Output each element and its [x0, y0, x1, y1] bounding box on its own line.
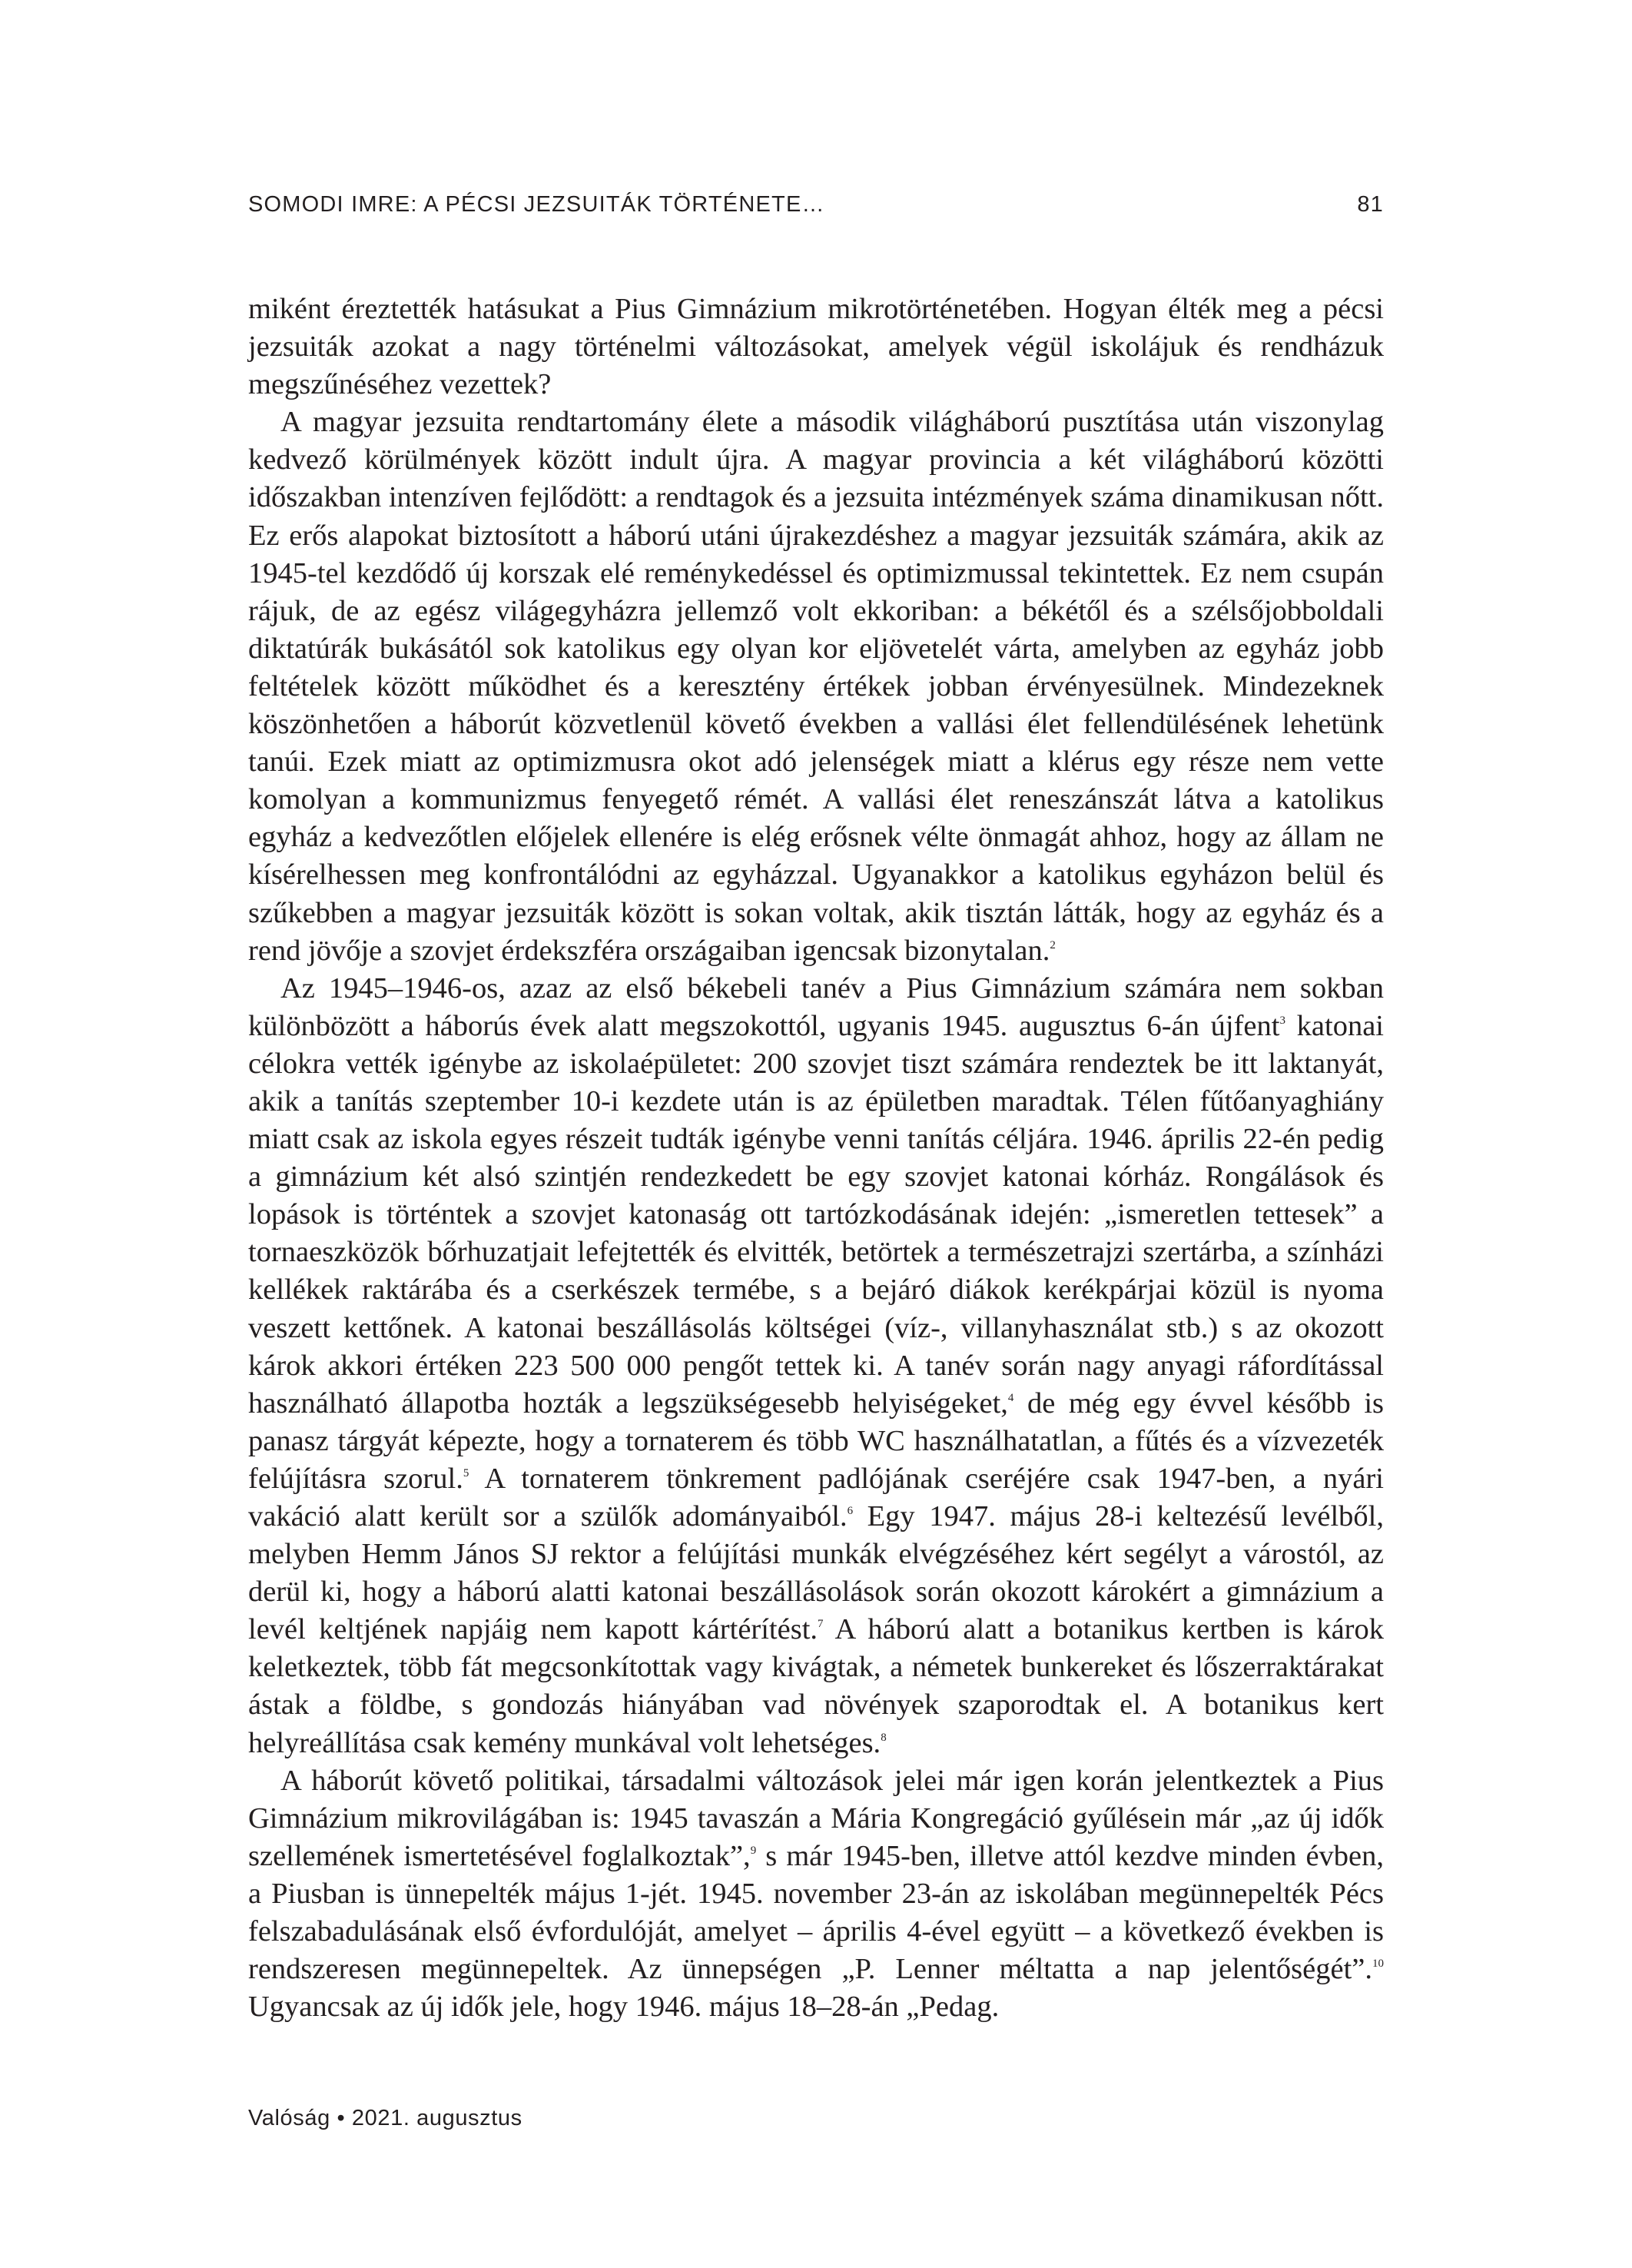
paragraph — [248, 1762, 1384, 2027]
journal-issue: Valóság • 2021. augusztus — [248, 2106, 522, 2130]
paragraph-text: A tornaterem tönkrement padlójának cseréjére csak 1947-ben, a nyári vakáció alatt került sor a szülők adományaiból. — [248, 1462, 1385, 1532]
running-title: SOMODI IMRE: A PÉCSI JEZSUITÁK TÖRTÉNETE… — [248, 192, 825, 217]
paragraph-text: A háború alatt a botanikus kertben is károk keletkeztek, több fát megcsonkítottak vagy kivágtak, a németek bunkereket és lőszerraktárakat ástak a földbe, s gondozás hiányában vad növények szaporodtak el. A botanikus kert helyreállítása csak kemény munkával volt lehetséges. — [248, 1613, 1384, 1759]
paragraph-text: Egy 1947. május 28-i keltezésű levélből, melyben Hemm János SJ rektor a felújítási munkák elvégzéséhez kért segélyt a várostól, az derül ki, hogy a háború alatti katonai beszállásolások során okozott károkért a gimnázium a levél keltjének napjáig nem kapott kártérítést. — [248, 1500, 1385, 1646]
paragraph-text: s már 1945-ben, illetve attól kezdve minden évben, a Piusban is ünnepelték május 1-jét. 1945. november 23-án az iskolában megünnepelték Pécs felszabadulásának első évfordulóját, amelyet – április 4-ével együtt – a következő években is rendszeresen megünnepeltek. Az ünnepségen „P. Lenner méltatta a nap jelentőségét”. — [248, 1839, 1384, 1986]
footnote-marker: 8 — [881, 1731, 887, 1744]
paragraph — [248, 403, 1384, 969]
running-head — [248, 192, 1384, 218]
paragraph-text: A háborút követő politikai, társadalmi változások jelei már igen korán jelentkeztek a Pius Gimnázium mikrovilágában is: 1945 tavaszán a Mária Kongregáció gyűlésein már „az új idők szellemének ismertetésével foglalkoztak”, — [248, 1764, 1384, 1872]
footnote-marker: 2 — [1050, 938, 1056, 951]
footnote-marker: 9 — [750, 1844, 757, 1857]
footnote-marker: 5 — [463, 1466, 469, 1479]
footnote-marker: 7 — [818, 1618, 824, 1631]
paragraph — [248, 291, 1384, 403]
paragraph-text: miként éreztették hatásukat a Pius Gimnázium mikrotörténetében. Hogyan élték meg a pécsi jezsuiták azokat a nagy történelmi változásokat, amelyek végül iskolájuk és rendházuk megszűnéséhez vezettek? — [248, 293, 1384, 401]
footnote-marker: 3 — [1279, 1014, 1285, 1027]
footer — [248, 2106, 522, 2131]
paragraph — [248, 970, 1384, 1762]
paragraph-text: Az 1945–1946-os, azaz az első békebeli tanév a Pius Gimnázium számára nem sokban különbözött a háborús évek alatt megszokottól, ugyanis 1945. augusztus 6-án újfent — [248, 971, 1384, 1042]
paragraph-text: A magyar jezsuita rendtartomány élete a második világháború pusztítása után viszonylag kedvező körülmények között indult újra. A magyar provincia a két világháború közötti időszakban intenzíven fejlődött: a rendtagok és a jezsuita intézmények száma dinamikusan nőtt. Ez erős alapokat biztosított a háború utáni újrakezdéshez a magyar jezsuiták számára, akik az 1945-tel kezdődő új korszak elé reménykedéssel és optimizmussal tekintettek. Ez nem csupán rájuk, de az egész világegyházra jellemző volt ekkoriban: a békétől és a szélsőjobboldali diktatúrák bukásától sok katolikus egy olyan kor eljövetelét várta, amelyben az egyház jobb feltételek között működhet és a keresztény értékek jobban érvényesülnek. Mindezeknek köszönhetően a háborút közvetlenül követő években a vallási élet fellendülésének lehetünk tanúi. Ezek miatt az optimizmusra okot adó jelenségek miatt a klérus egy része nem vette komolyan a kommunizmus fenyegető rémét. A vallási élet reneszánszát látva a katolikus egyház a kedvezőtlen előjelek ellenére is elég erősnek vélte önmagát ahhoz, hogy az állam ne kísérelhessen meg konfrontálódni az egyházzal. Ugyanakkor a katolikus egyházon belül és szűkebben a magyar jezsuiták között is sokan voltak, akik tisztán látták, hogy az egyház és a rend jövője a szovjet érdekszféra országaiban igencsak bizonytalan. — [248, 406, 1384, 967]
paragraph-text: Ugyancsak az új idők jele, hogy 1946. május 18–28-án „Pedag. — [248, 1991, 1000, 2024]
body-text — [248, 291, 1384, 2026]
footnote-marker: 10 — [1372, 1958, 1384, 1971]
paragraph-text: katonai célokra vették igénybe az iskolaépületet: 200 szovjet tiszt számára rendeztek be itt laktanyát, akik a tanítás szeptember 10-i kezdete után is az épületben maradtak. Télen fűtőanyaghiány miatt csak az iskola egyes részeit tudták igénybe venni tanítás céljára. 1946. április 22-én pedig a gimnázium két alsó szintjén rendezkedett be egy szovjet katonai kórház. Rongálások és lopások is történtek a szovjet katonaság ott tartózkodásának idején: „ismeretlen tettesek” a tornaeszközök bőrhuzatjait lefejtették és elvitték, betörtek a természetrajzi szertárba, a színházi kellékek raktárába és a cserkészek termébe, s a bejáró diákok kerékpárjai közül is nyoma veszett kettőnek. A katonai beszállásolás költségei (víz-, villanyhasználat stb.) s az okozott károk akkori értéken 223 500 000 pengőt tettek ki. A tanév során nagy anyagi ráfordítással használható állapotba hozták a legszükségesebb helyiségeket, — [248, 1009, 1384, 1420]
footnote-marker: 4 — [1007, 1391, 1014, 1404]
footnote-marker: 6 — [847, 1505, 854, 1517]
paragraph-text: de még egy évvel később is panasz tárgyát képezte, hogy a tornaterem és több WC használhatatlan, a fűtés és a vízvezeték felújításra szorul. — [248, 1386, 1384, 1495]
page-number: 81 — [1357, 192, 1384, 217]
